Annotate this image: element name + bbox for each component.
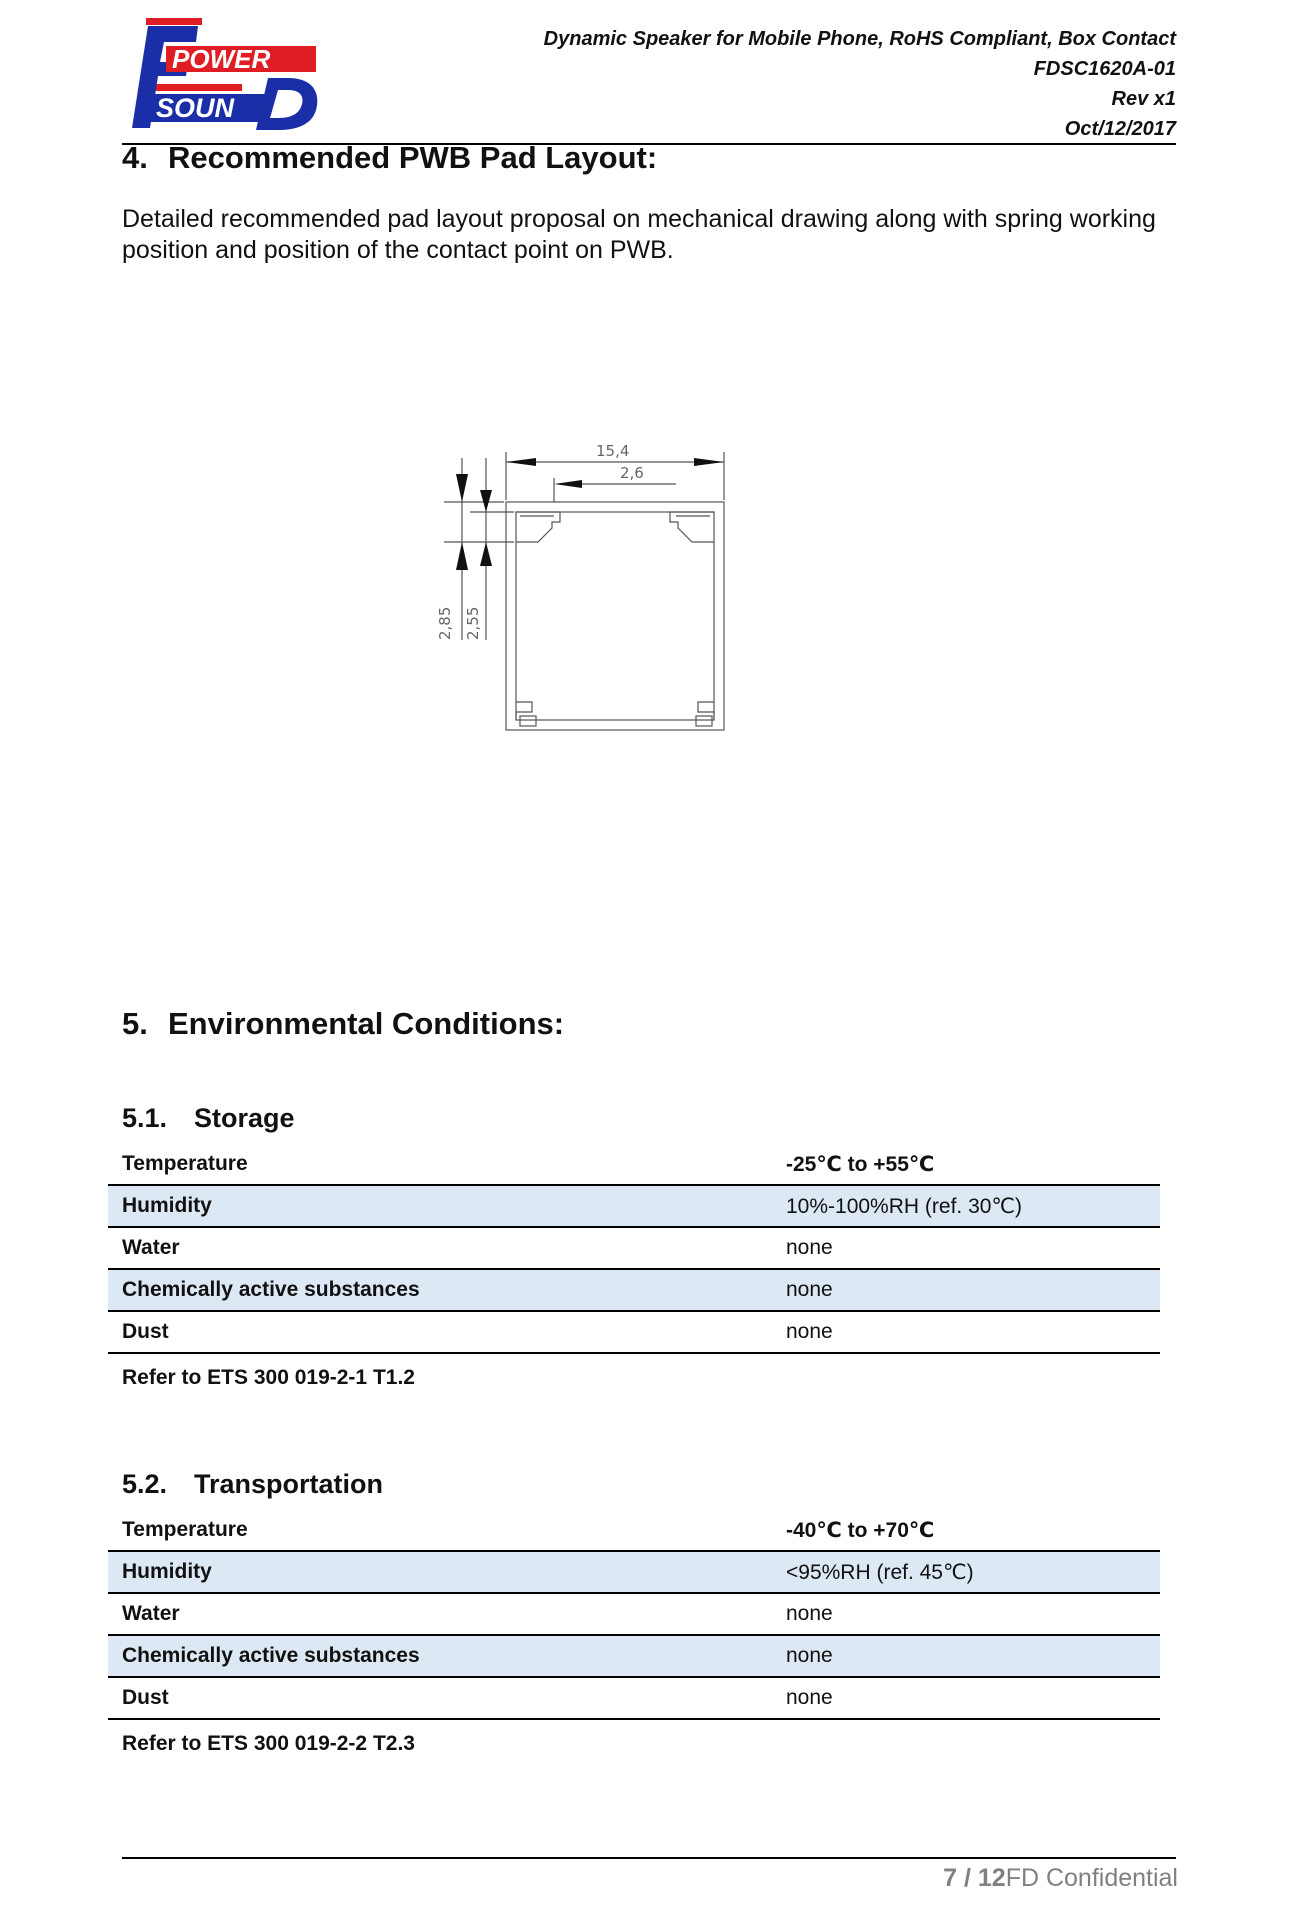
transport-number: 5.2. [122, 1469, 168, 1499]
transport-row-temperature [108, 1510, 1160, 1551]
section-5-title: Environmental Conditions: [168, 1006, 565, 1041]
transport-reference: Refer to ETS 300 019-2-2 T2.3 [122, 1732, 415, 1755]
pad-bottom-left [516, 702, 532, 720]
section-5-number: 5. [122, 1006, 148, 1041]
footer-separator: / [963, 1864, 971, 1892]
storage-value-humidity: 10%-100%RH (ref. 30℃) [772, 1185, 1160, 1227]
logo-red-bar-mid [142, 84, 242, 91]
storage-label-water: Water [108, 1227, 772, 1269]
storage-row-temperature [108, 1144, 1160, 1185]
header-date: Oct/12/2017 [1064, 118, 1176, 140]
storage-label-dust: Dust [108, 1311, 772, 1353]
transport-value-water: none [772, 1593, 1160, 1635]
storage-title: Storage [194, 1103, 295, 1133]
dim-pad-label: 2,6 [620, 464, 644, 482]
transport-row-water [108, 1593, 1160, 1635]
footer-rule [122, 1857, 1176, 1859]
transport-label-water: Water [108, 1593, 772, 1635]
logo-power-text: POWER [172, 44, 271, 74]
transport-label-dust: Dust [108, 1677, 772, 1719]
transport-table [108, 1510, 1160, 1720]
section-5-heading [122, 1006, 564, 1042]
storage-row-chemical [108, 1269, 1160, 1311]
transport-label-humidity: Humidity [108, 1551, 772, 1593]
footer-confidential: FD Confidential [1005, 1864, 1178, 1892]
storage-value-water: none [772, 1227, 1160, 1269]
storage-reference: Refer to ETS 300 019-2-1 T1.2 [122, 1366, 415, 1389]
section-4-heading [122, 140, 657, 176]
storage-value-chemical: none [772, 1269, 1160, 1311]
storage-number: 5.1. [122, 1103, 168, 1133]
section-4-intro: Detailed recommended pad layout proposal on mechanical drawing along with spring working position and position of the contact point on PWB. [122, 205, 1156, 264]
transport-heading [122, 1469, 383, 1500]
dim-v2-label: 2,55 [464, 606, 482, 640]
page-footer [943, 1864, 1178, 1893]
storage-value-dust: none [772, 1311, 1160, 1353]
dim-width-label: 15,4 [596, 442, 630, 460]
dim-v1-label: 2,85 [436, 606, 454, 640]
pad-inner-outline [516, 512, 714, 720]
pad-layout-drawing [420, 430, 730, 740]
storage-value-temperature: -25℃ to +55℃ [772, 1144, 1160, 1185]
transport-label-temperature: Temperature [108, 1510, 772, 1551]
transport-row-humidity [108, 1551, 1160, 1593]
logo-red-bar-top [146, 18, 202, 25]
storage-label-humidity: Humidity [108, 1185, 772, 1227]
storage-table [108, 1144, 1160, 1354]
transport-value-chemical: none [772, 1635, 1160, 1677]
power-sound-logo [128, 16, 320, 136]
pad-outer-outline [506, 502, 724, 730]
section-4-title: Recommended PWB Pad Layout: [168, 140, 658, 175]
transport-row-chemical [108, 1635, 1160, 1677]
transport-value-humidity: <95%RH (ref. 45℃) [772, 1551, 1160, 1593]
footer-page-total: 12 [977, 1864, 1006, 1892]
storage-row-dust [108, 1311, 1160, 1353]
storage-heading [122, 1103, 295, 1134]
transport-value-temperature: -40℃ to +70℃ [772, 1510, 1160, 1551]
header-part-number: FDSC1620A-01 [1033, 58, 1176, 80]
storage-label-chemical: Chemically active substances [108, 1269, 772, 1311]
transport-title: Transportation [194, 1469, 384, 1499]
footer-page-number: 7 [943, 1864, 958, 1892]
header-product-title: Dynamic Speaker for Mobile Phone, RoHS Compliant, Box Contact [543, 28, 1176, 50]
transport-value-dust: none [772, 1677, 1160, 1719]
storage-label-temperature: Temperature [108, 1144, 772, 1185]
section-4-number: 4. [122, 140, 148, 175]
header-revision: Rev x1 [1111, 88, 1176, 110]
transport-row-dust [108, 1677, 1160, 1719]
storage-row-water [108, 1227, 1160, 1269]
storage-row-humidity [108, 1185, 1160, 1227]
logo-letter-d [256, 78, 317, 130]
logo-sound-text: SOUN [156, 93, 235, 123]
transport-label-chemical: Chemically active substances [108, 1635, 772, 1677]
